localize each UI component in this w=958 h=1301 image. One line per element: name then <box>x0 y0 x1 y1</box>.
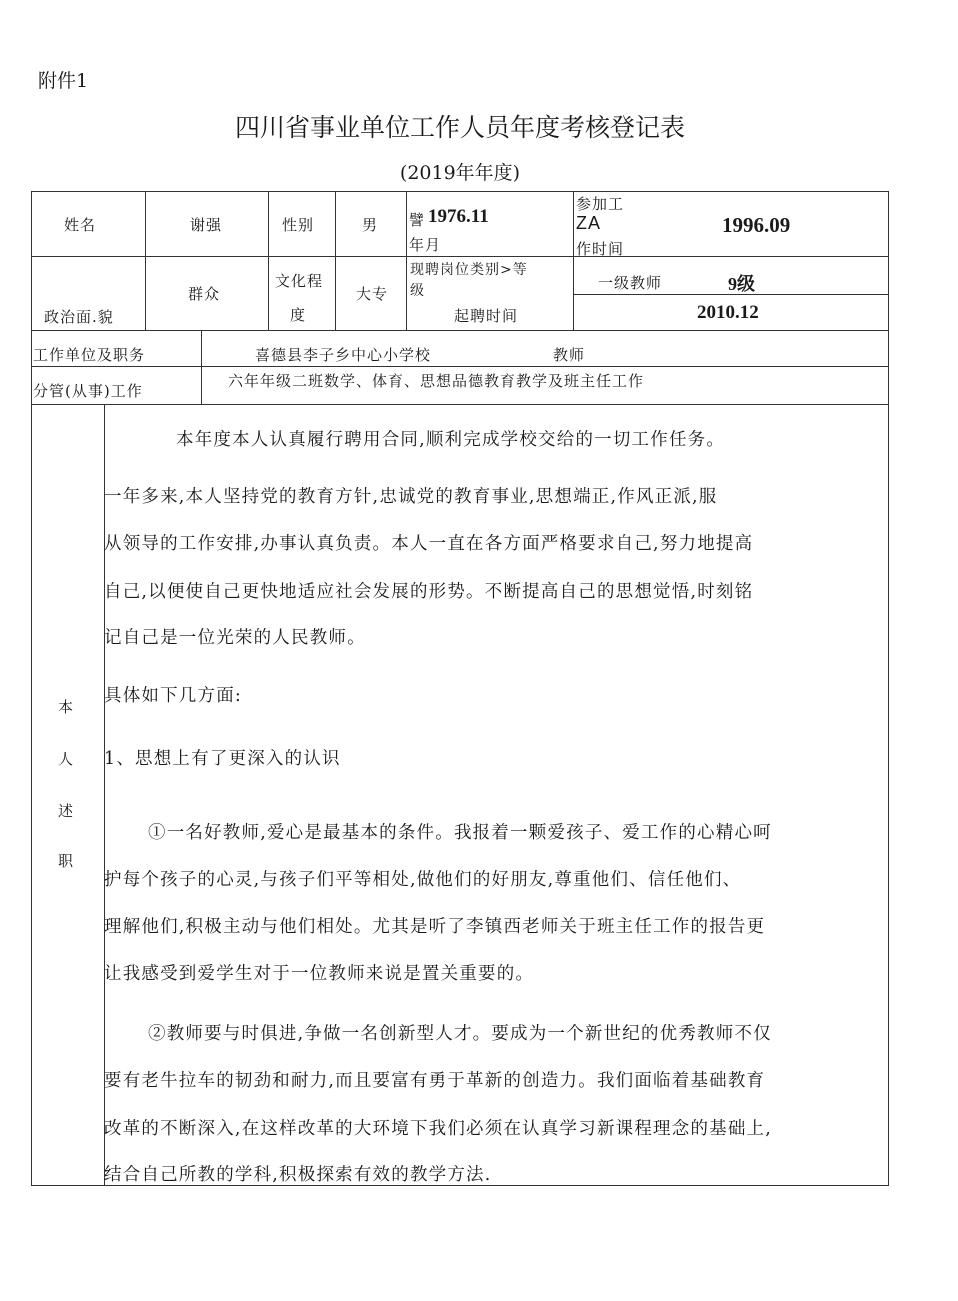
unit-value: 喜德县李子乡中心小学校 <box>255 346 432 364</box>
work-value: 六年年级二班数学、体育、思想品德教育教学及班主任工作 <box>228 372 645 390</box>
grade-value: 9级 <box>728 274 755 294</box>
attachment-label: 附件1 <box>38 70 89 92</box>
table-col-line <box>335 191 336 330</box>
hire-time-label: 起聘时间 <box>454 307 519 325</box>
education-label-bottom: 度 <box>290 306 307 324</box>
statement-line: 记自己是一位光荣的人民教师。 <box>104 628 366 648</box>
political-value: 群众 <box>188 285 221 303</box>
work-start-label-top: 参加工 <box>576 195 625 213</box>
table-row-line <box>31 366 889 367</box>
statement-line: 一年多来,本人坚持党的教育方针,忠诚党的教育事业,思想端正,作风正派,服 <box>104 487 718 507</box>
table-border-left <box>31 191 32 1185</box>
birth-label-bottom: 年月 <box>409 236 442 254</box>
table-col-line <box>145 191 146 330</box>
position-label-bottom: 级 <box>410 283 425 299</box>
birth-value: 1976.11 <box>428 206 489 227</box>
position-value: 一级教师 <box>598 274 663 292</box>
gender-label: 性别 <box>282 216 315 234</box>
statement-side-char: 职 <box>58 852 74 870</box>
hire-time-value: 2010.12 <box>697 302 759 323</box>
duty-value: 教师 <box>553 346 586 364</box>
table-col-line <box>573 191 574 330</box>
statement-side-char: 人 <box>58 750 74 768</box>
statement-line: 从领导的工作安排,办事认真负责。本人一直在各方面严格要求自己,努力地提高 <box>104 534 754 554</box>
statement-side-char: 本 <box>58 698 74 716</box>
statement-line: 改革的不断深入,在这样改革的大环境下我们必须在认真学习新课程理念的基础上, <box>104 1119 773 1139</box>
table-row-line <box>31 330 889 331</box>
education-label-top: 文化程 <box>275 272 324 290</box>
form-title: 四川省事业单位工作人员年度考核登记表 <box>234 113 685 142</box>
statement-line: ②教师要与时俱进,争做一名创新型人才。要成为一个新世纪的优秀教师不仅 <box>148 1024 772 1044</box>
work-label: 分管(从事)工作 <box>33 382 143 400</box>
statement-line: 护每个孩子的心灵,与孩子们平等相处,做他们的好朋友,尊重他们、信任他们、 <box>104 870 742 890</box>
education-value: 大专 <box>356 285 389 303</box>
statement-line: 本年度本人认真履行聘用合同,顺利完成学校交给的一切工作任务。 <box>176 430 726 450</box>
work-start-label-bottom: 作时间 <box>576 240 625 258</box>
gender-value: 男 <box>362 216 379 234</box>
form-year: (2019年年度) <box>399 162 521 184</box>
table-border-top <box>31 191 889 192</box>
name-label: 姓名 <box>64 216 97 234</box>
table-row-line <box>31 256 889 257</box>
work-start-label-mid: ZA <box>576 213 602 233</box>
table-col-line <box>268 191 269 330</box>
table-col-line <box>201 330 202 404</box>
statement-line: 1、思想上有了更深入的认识 <box>104 749 341 769</box>
statement-line: 让我感受到爱学生对于一位教师来说是置关重要的。 <box>104 964 535 984</box>
statement-line: ①一名好教师,爱心是最基本的条件。我报着一颗爱孩子、爱工作的心精心呵 <box>148 823 772 843</box>
position-label-top: 现聘岗位类别>等 <box>410 262 528 278</box>
table-col-line <box>406 191 407 330</box>
birth-label-top: 譬 <box>409 211 426 229</box>
statement-line: 具体如下几方面: <box>104 686 242 706</box>
statement-line: 理解他们,积极主动与他们相处。尤其是听了李镇西老师关于班主任工作的报告更 <box>104 917 766 937</box>
table-row-line <box>31 404 889 405</box>
statement-line: 结合自己所教的学科,积极探索有效的教学方法. <box>104 1165 492 1185</box>
political-label: 政治面.貌 <box>44 308 114 326</box>
statement-line: 自己,以便使自己更快地适应社会发展的形势。不断提高自己的思想觉悟,时刻铭 <box>104 582 754 602</box>
work-start-value: 1996.09 <box>722 213 791 237</box>
statement-side-char: 述 <box>58 802 74 820</box>
name-value: 谢强 <box>190 216 223 234</box>
unit-label: 工作单位及职务 <box>33 346 146 364</box>
statement-line: 要有老牛拉车的韧劲和耐力,而且要富有勇于革新的创造力。我们面临着基础教育 <box>104 1071 766 1091</box>
